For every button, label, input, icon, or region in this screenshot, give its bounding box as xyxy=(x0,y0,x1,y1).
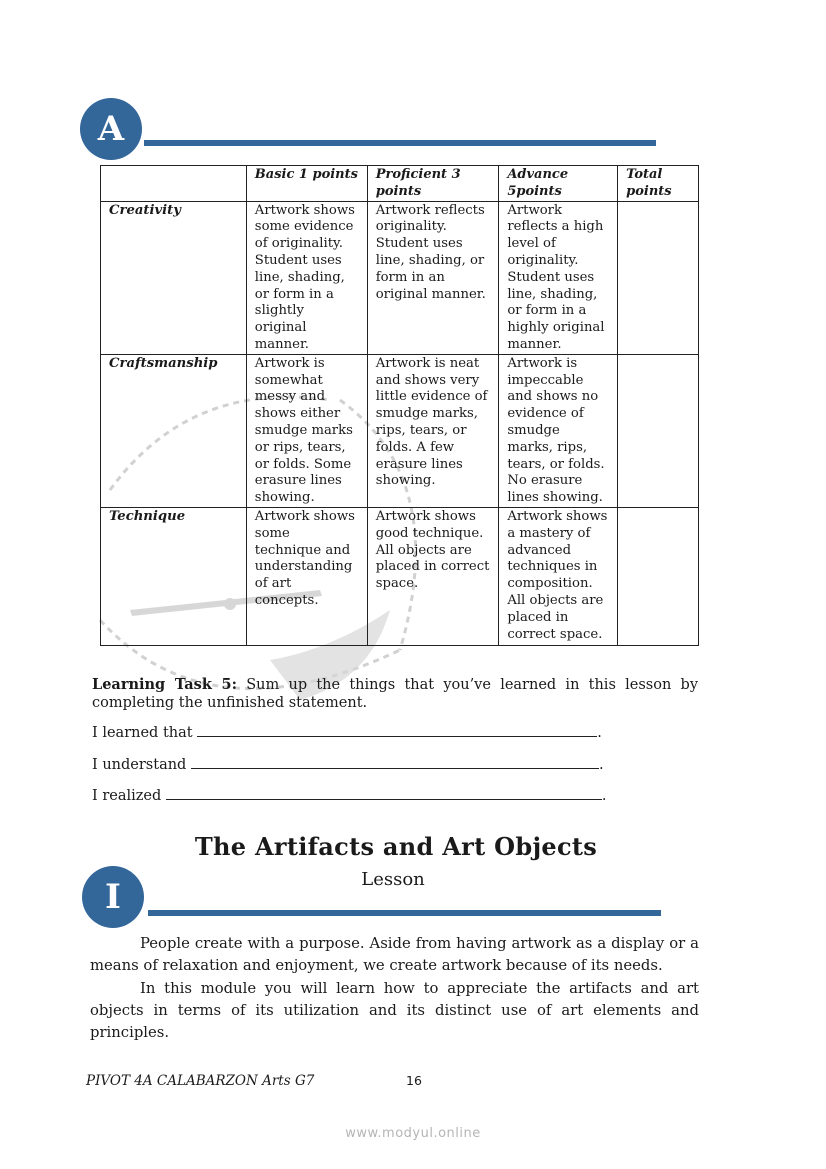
statement-realized xyxy=(92,787,607,805)
rubric-cell-proficient: Artwork is neat and shows very little evidence of smudge marks, rips, tears, or folds. A few erasure lines showing. xyxy=(367,354,499,507)
section-a-divider xyxy=(144,140,656,146)
rubric-row-technique xyxy=(101,507,699,645)
rubric-cell-basic: Artwork shows some evidence of originality. Student uses line, shading, or form in a slightly original manner. xyxy=(246,201,367,354)
rubric-header-total: Total points xyxy=(618,166,699,202)
answer-blank-learned[interactable] xyxy=(197,725,597,737)
rubric-header-advance: Advance 5points xyxy=(499,166,618,202)
section-i-letter: I xyxy=(105,877,121,917)
rubric-cell-advance: Artwork shows a mastery of advanced techniques in composition. All objects are placed in correct space. xyxy=(499,507,618,645)
section-i-badge xyxy=(82,866,144,928)
learning-task-prompt xyxy=(92,676,698,712)
lesson-label: Lesson xyxy=(361,869,425,890)
learning-task-text: Sum up the things that you’ve learned in this lesson by completing the unfinished statement. xyxy=(92,677,699,711)
watermark-url: www.modyul.online xyxy=(345,1126,481,1141)
statement-lead: I learned that xyxy=(92,725,198,741)
rubric-cell-proficient: Artwork reflects originality. Student uses line, shading, or form in an original manner. xyxy=(367,201,499,354)
rubric-header-proficient: Proficient 3 points xyxy=(367,166,499,202)
statement-learned xyxy=(92,724,602,742)
statement-understand xyxy=(92,756,604,774)
statement-lead: I realized xyxy=(92,788,166,804)
section-i-divider xyxy=(148,910,661,916)
rubric-row-creativity xyxy=(101,201,699,354)
page-number: 16 xyxy=(406,1073,422,1088)
rubric-cell-basic: Artwork shows some technique and understanding of art concepts. xyxy=(246,507,367,645)
lesson-paragraph: In this module you will learn how to appreciate the artifacts and art objects in terms of its utilization and its distinct use of art elements and principles. xyxy=(90,980,699,1041)
rubric-cell-basic: Artwork is somewhat messy and shows either smudge marks or rips, tears, or folds. Some erasure lines showing. xyxy=(246,354,367,507)
rubric-table xyxy=(100,165,699,646)
rubric-row-craftsmanship xyxy=(101,354,699,507)
rubric-cell-total[interactable] xyxy=(618,507,699,645)
rubric-cell-total[interactable] xyxy=(618,201,699,354)
rubric-header-row xyxy=(101,166,699,202)
statement-end: . xyxy=(597,725,602,741)
rubric-cell-total[interactable] xyxy=(618,354,699,507)
rubric-criterion: Craftsmanship xyxy=(101,354,247,507)
rubric-cell-advance: Artwork reflects a high level of originality. Student uses line, shading, or form in a highly original manner. xyxy=(499,201,618,354)
statement-end: . xyxy=(601,788,607,804)
rubric-header-blank xyxy=(101,166,247,202)
statement-end: . xyxy=(598,757,604,773)
rubric-cell-proficient: Artwork shows good technique. All objects are placed in correct space. xyxy=(367,507,499,645)
answer-blank-understand[interactable] xyxy=(191,757,599,769)
rubric-criterion: Creativity xyxy=(101,201,247,354)
rubric-cell-advance: Artwork is impeccable and shows no evidence of smudge marks, rips, tears, or folds. No erasure lines showing. xyxy=(499,354,618,507)
statement-lead: I understand xyxy=(92,757,191,773)
lesson-title: The Artifacts and Art Objects xyxy=(194,832,598,861)
section-a-letter: A xyxy=(97,109,125,149)
rubric-criterion: Technique xyxy=(101,507,247,645)
answer-blank-realized[interactable] xyxy=(166,788,602,800)
learning-task-label: Learning Task 5: xyxy=(92,676,237,693)
section-a-badge xyxy=(80,98,142,160)
rubric-header-basic: Basic 1 points xyxy=(246,166,367,202)
lesson-paragraph: People create with a purpose. Aside from having artwork as a display or a means of relaxation and enjoyment, we create artwork because of its needs. xyxy=(90,935,699,974)
footer-module-title: PIVOT 4A CALABARZON Arts G7 xyxy=(86,1073,315,1089)
